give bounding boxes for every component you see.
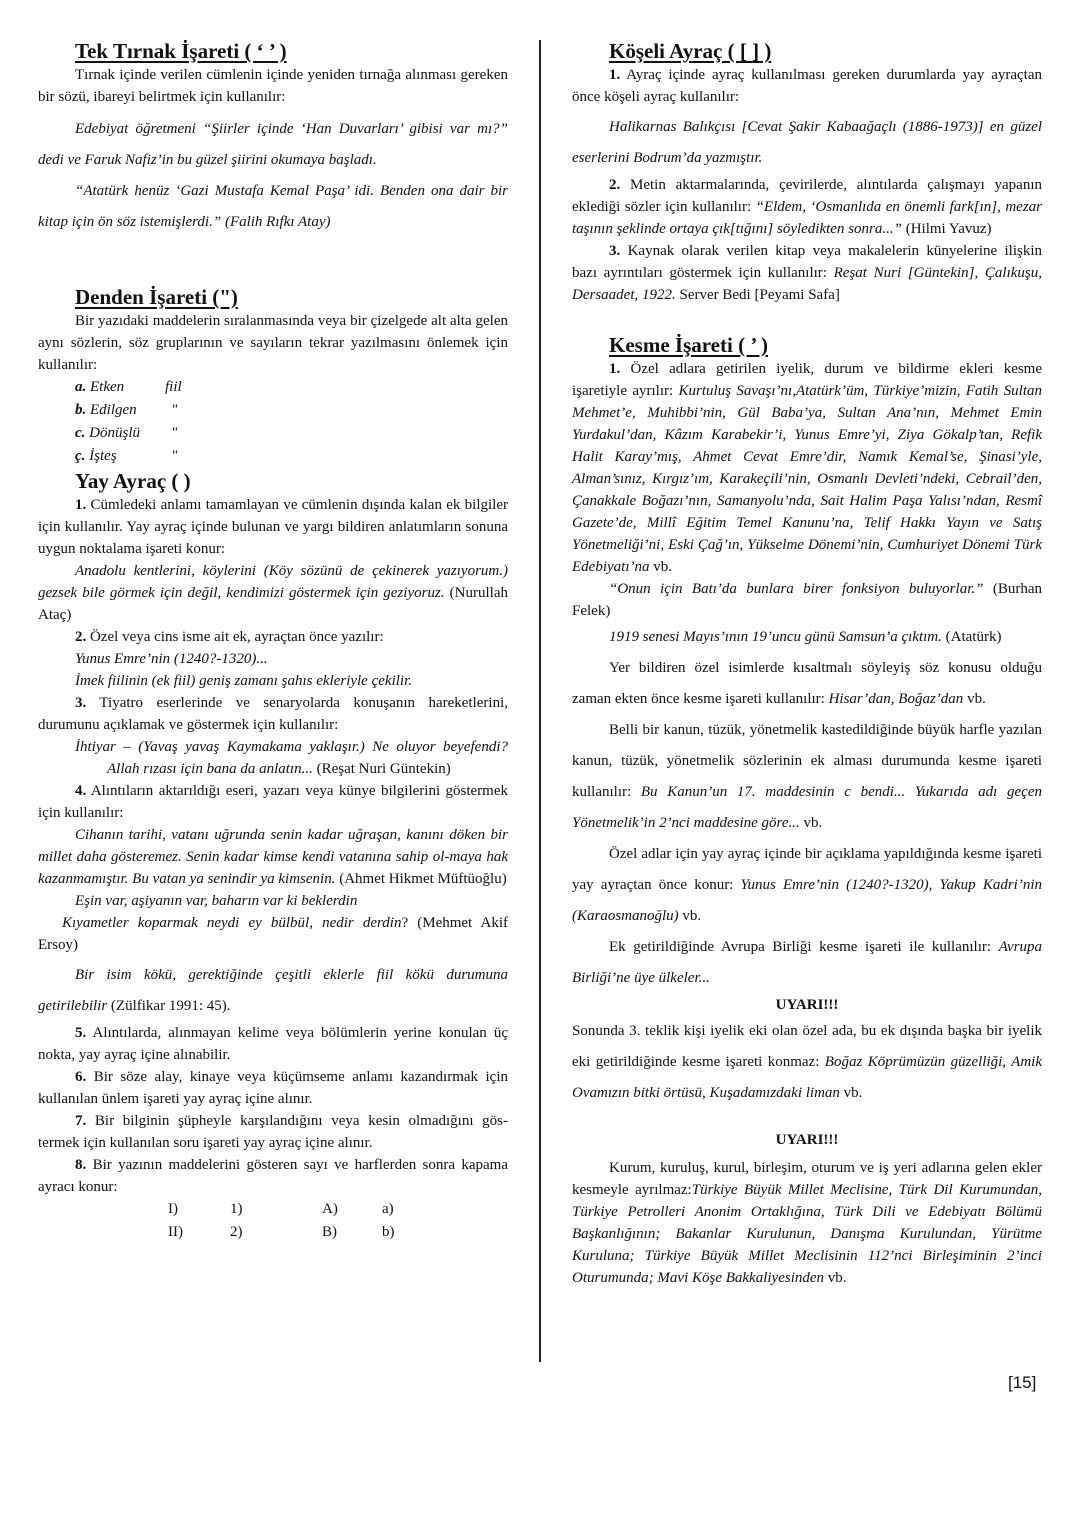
warning-text-2: Kurum, kuruluş, kurul, birleşim, oturum ve iş yeri adlarına gelen ekler kesmeyle ayrılmaz:Türkiye Büyük Millet Meclisine, Türk Dil Kurumundan, Türkiye Petrolleri Anonim Ortaklığına, Türk Dili ve Edebiyatı Bölümü Başkanlığının; Bakanlar Kurulunun, Danışma Kurulundan, Yürütme Kuruluna; Türkiye Büyük Millet Meclisinin 112’nci Birleşiminin 2’inci Oturumunda; Mavi Köşe Bakkaliyesinden vb. xyxy=(572,1160,1042,1286)
kesme-para-3: Özel adlar için yay ayraç içinde bir açıklama yapıldığında kesme işareti yay ayraçtan önce konur: Yunus Emre’nin (1240?-1320), Yakup Kadri’nin (Karaosmanoğlu) vb. xyxy=(572,846,1042,924)
page-number: [15] xyxy=(1008,1373,1037,1392)
column-divider xyxy=(539,40,541,1362)
koseli-ayrac-rule-1-example: Halikarnas Balıkçısı [Cevat Şakir Kabaağaçlı (1886-1973)] en güzel eserlerini Bodrum’da yazmıştır. xyxy=(572,119,1042,166)
koseli-ayrac-rule-3: 3. Kaynak olarak verilen kitap veya makalelerin künyelerine ilişkin bazı ayrıntıları göstermek için kullanılır: Reşat Nuri [Güntekin], Çalıkuşu, Dersaadet, 1922. Server Bedi [Peyami Safa] xyxy=(572,243,1043,303)
yay-ayrac-rule-3: 3. Tiyatro eserlerinde ve senaryolarda konuşanın hareketlerini, durumunu açıklamak ve göstermek için kullanılır: xyxy=(38,695,509,733)
tek-tirnak-example-1: Edebiyat öğretmeni “Şiirler içinde ‘Han Duvarları’ gibisi var mı?” dedi ve Faruk Nafiz’in bu güzel şiirini okumaya başladı. xyxy=(38,121,508,168)
tek-tirnak-desc: Tırnak içinde verilen cümlenin içinde yeniden tırnağa alınması gereken bir sözü, ibareyi belirtmek için kullanılır: xyxy=(38,67,508,105)
yay-ayrac-rule-2: 2. Özel veya cins isme ait ek, ayraçtan önce yazılır: xyxy=(75,629,384,645)
kesme-quote-2: 1919 senesi Mayıs’ının 19’uncu günü Samsun’a çıktım. (Atatürk) xyxy=(609,629,1002,645)
section-title-kesme: Kesme İşareti ( ’ ) xyxy=(609,333,768,357)
yay-ayrac-rule-2-example-1: Yunus Emre’nin (1240?-1320)... xyxy=(75,651,268,667)
kesme-para-2: Belli bir kanun, tüzük, yönetmelik kastedildiğinde büyük harfle yazılan kanun, tüzük, yönetmelik sözlerinin ek alması durumunda kesme işareti kullanılır: Bu Kanun’un 17. maddesinin c bendi... Yukarıda adı geçen Yönetmelik’in 2’nci maddesine göre... vb. xyxy=(572,722,1042,831)
list-item: a. Etken fiil xyxy=(75,379,182,395)
denden-desc: Bir yazıdaki maddelerin sıralanmasında veya bir çizelgede alt alta gelen aynı sözlerin, söz gruplarının ve sayıların tekrar yazılmasını önlemek için kullanılır: xyxy=(38,313,508,373)
koseli-ayrac-rule-1: 1. Ayraç içinde ayraç kullanılması gereken durumlarda yay ayraçtan önce köşeli ayraç kullanılır: xyxy=(572,67,1042,105)
yay-ayrac-rule-1: 1. Cümledeki anlamı tamamlayan ve cümlenin dışında kalan ek bilgiler için kullanılır. Yay ayraç içinde bulunan ve yargı bildiren anlatımların sonuna uygun noktalama işareti konur: xyxy=(38,497,508,557)
warning-title-2: UYARI!!! xyxy=(775,1132,839,1148)
yay-ayrac-rule-4-verse-2: Kıyametler koparmak neydi ey bülbül, nedir derdin? (Mehmet Akif Ersoy) xyxy=(38,915,508,953)
list-item: b. Edilgen " xyxy=(75,402,178,418)
section-title-tek-tirnak: Tek Tırnak İşareti ( ‘ ’ ) xyxy=(75,39,287,63)
denden-list xyxy=(38,376,508,468)
section-title-yay-ayrac: Yay Ayraç ( ) xyxy=(75,469,191,493)
numbering-example-grid: I) 1) A) a) II) 2) B) b) xyxy=(168,1201,395,1240)
yay-ayrac-rule-4-verse-1: Eşin var, aşiyanın var, baharın var ki beklerdin xyxy=(75,893,358,909)
list-item: ç. İşteş " xyxy=(75,448,178,464)
kesme-rule-1: 1. Özel adlara getirilen iyelik, durum ve bildirme ekleri kesme işaretiyle ayrılır: Kurtuluş Savaşı’nı,Atatürk’üm, Türkiye’mizin, Fatih Sultan Mehmet’e, Muhibbi’nin, Gül Baba’ya, Sultan Ana’nın, Mehmet Emin Yurdakul’dan, Kâzım Karabekir’i, Yunus Emre’yi, Ziya Gökalp’tan, Refik Halit Karay’mış, Ahmet Cevat Emre’dir, Namık Kemal’se, Şinasi’yle, Alman’sınız, Kırgız’ım, Karakeçili’nin, Osmanlı Devleti’ndeki, Cebrail’den, Çanakkale Boğazı’nın, Samanyolu’nda, Sait Halim Paşa Yalısı’ndan, Resmî Gazete’de, Millî Eğitim Temel Kanunu’na, Telif Hakkı Yayın ve Satış Yönetmeliği’ni, Eski Çağ’ın, Yükselme Dönemi’nin, Cumhuriyet Dönemi Türk Edebiyatı’na vb. xyxy=(572,361,1043,575)
yay-ayrac-rule-6: 6. Bir söze alay, kinaye veya küçümseme anlamı kazandırmak için kullanılan ünlem işareti yay ayraç içine alınır. xyxy=(38,1069,509,1107)
section-title-denden: Denden İşareti (") xyxy=(75,285,238,309)
yay-ayrac-rule-1-example: Anadolu kentlerini, köylerini (Köy sözünü de çekinerek yazıyorum.) gezsek bile görmek için değil, kendimizi göstermek için geziyoruz. (Nurullah Ataç) xyxy=(38,563,508,623)
warning-text-1: Sonunda 3. teklik kişi iyelik eki olan özel ada, bu ek dışında başka bir iyelik eki getirildiğinde kesme işareti konmaz: Boğaz Köprümüzün güzelliği, Amik Ovamızın bitki örtüsü, Kuşadamızdaki liman vb. xyxy=(572,1023,1042,1101)
left-column xyxy=(38,38,508,1244)
yay-ayrac-rule-2-example-2: İmek fiilinin (ek fiil) geniş zamanı şahıs ekleriyle çekilir. xyxy=(75,673,412,689)
warning-title-1: UYARI!!! xyxy=(775,997,839,1013)
kesme-quote-1: “Onun için Batı’da bunlara birer fonksiyon buluyorlar.” (Burhan Felek) xyxy=(572,581,1042,619)
list-item: c. Dönüşlü " xyxy=(75,425,178,441)
right-column xyxy=(572,38,1042,1289)
yay-ayrac-rule-4-example-3: Bir isim kökü, gerektiğinde çeşitli eklerle fiil kökü durumuna getirilebilir (Zülfikar 1991: 45). xyxy=(38,967,508,1014)
kesme-para-4: Ek getirildiğinde Avrupa Birliği kesme işareti ile kullanılır: Avrupa Birliği’ne üye ülkeler... xyxy=(572,939,1042,986)
yay-ayrac-rule-8: 8. Bir yazının maddelerini gösteren sayı ve harflerden sonra kapama ayracı konur: xyxy=(38,1157,508,1195)
yay-ayrac-rule-4: 4. Alıntıların aktarıldığı eseri, yazarı veya künye bilgilerini göstermek için kullanılır: xyxy=(38,783,508,821)
yay-ayrac-rule-4-example-1: Cihanın tarihi, vatanı uğrunda senin kadar uğraşan, kanını döken bir millet daha gösteremez. Senin kadar kimse kendi vatanına sahip ol-maya hak kazanmamıştır. Bu vatan ya senindir ya kimsenin. (Ahmet Hikmet Müftüoğlu) xyxy=(38,827,508,887)
kesme-para-1: Yer bildiren özel isimlerde kısaltmalı söyleyiş söz konusu olduğu zaman ekten önce kesme işareti kullanılır: Hisar’dan, Boğaz’dan vb. xyxy=(572,660,1042,707)
yay-ayrac-rule-3-example: İhtiyar – (Yavaş yavaş Kaymakama yaklaşır.) Ne oluyor beyefendi? Allah rızası için bana da anlatın... (Reşat Nuri Güntekin) xyxy=(75,739,508,777)
yay-ayrac-rule-7: 7. Bir bilginin şüpheyle karşılandığını veya kesin olmadığını gös-termek için kullanılan soru işareti yay ayraç içine alınır. xyxy=(38,1113,509,1151)
tek-tirnak-example-2: “Atatürk henüz ‘Gazi Mustafa Kemal Paşa’ idi. Benden ona dair bir kitap için ön söz istemişlerdi.” (Falih Rıfkı Atay) xyxy=(38,183,508,230)
section-title-koseli-ayrac: Köşeli Ayraç ( [ ] ) xyxy=(609,39,772,63)
koseli-ayrac-rule-2: 2. Metin aktarmalarında, çevirilerde, alıntılarda çalışmayı yapanın eklediği sözler için kullanılır: “Eldem, ‘Osmanlıda en önemli fark[ın], mezar taşının şeklinde ortaya çık[tığını] söyledikten sonra...” (Hilmi Yavuz) xyxy=(572,177,1043,237)
yay-ayrac-rule-5: 5. Alıntılarda, alınmayan kelime veya bölümlerin yerine konulan üç nokta, yay ayraç içine alınabilir. xyxy=(38,1025,508,1063)
